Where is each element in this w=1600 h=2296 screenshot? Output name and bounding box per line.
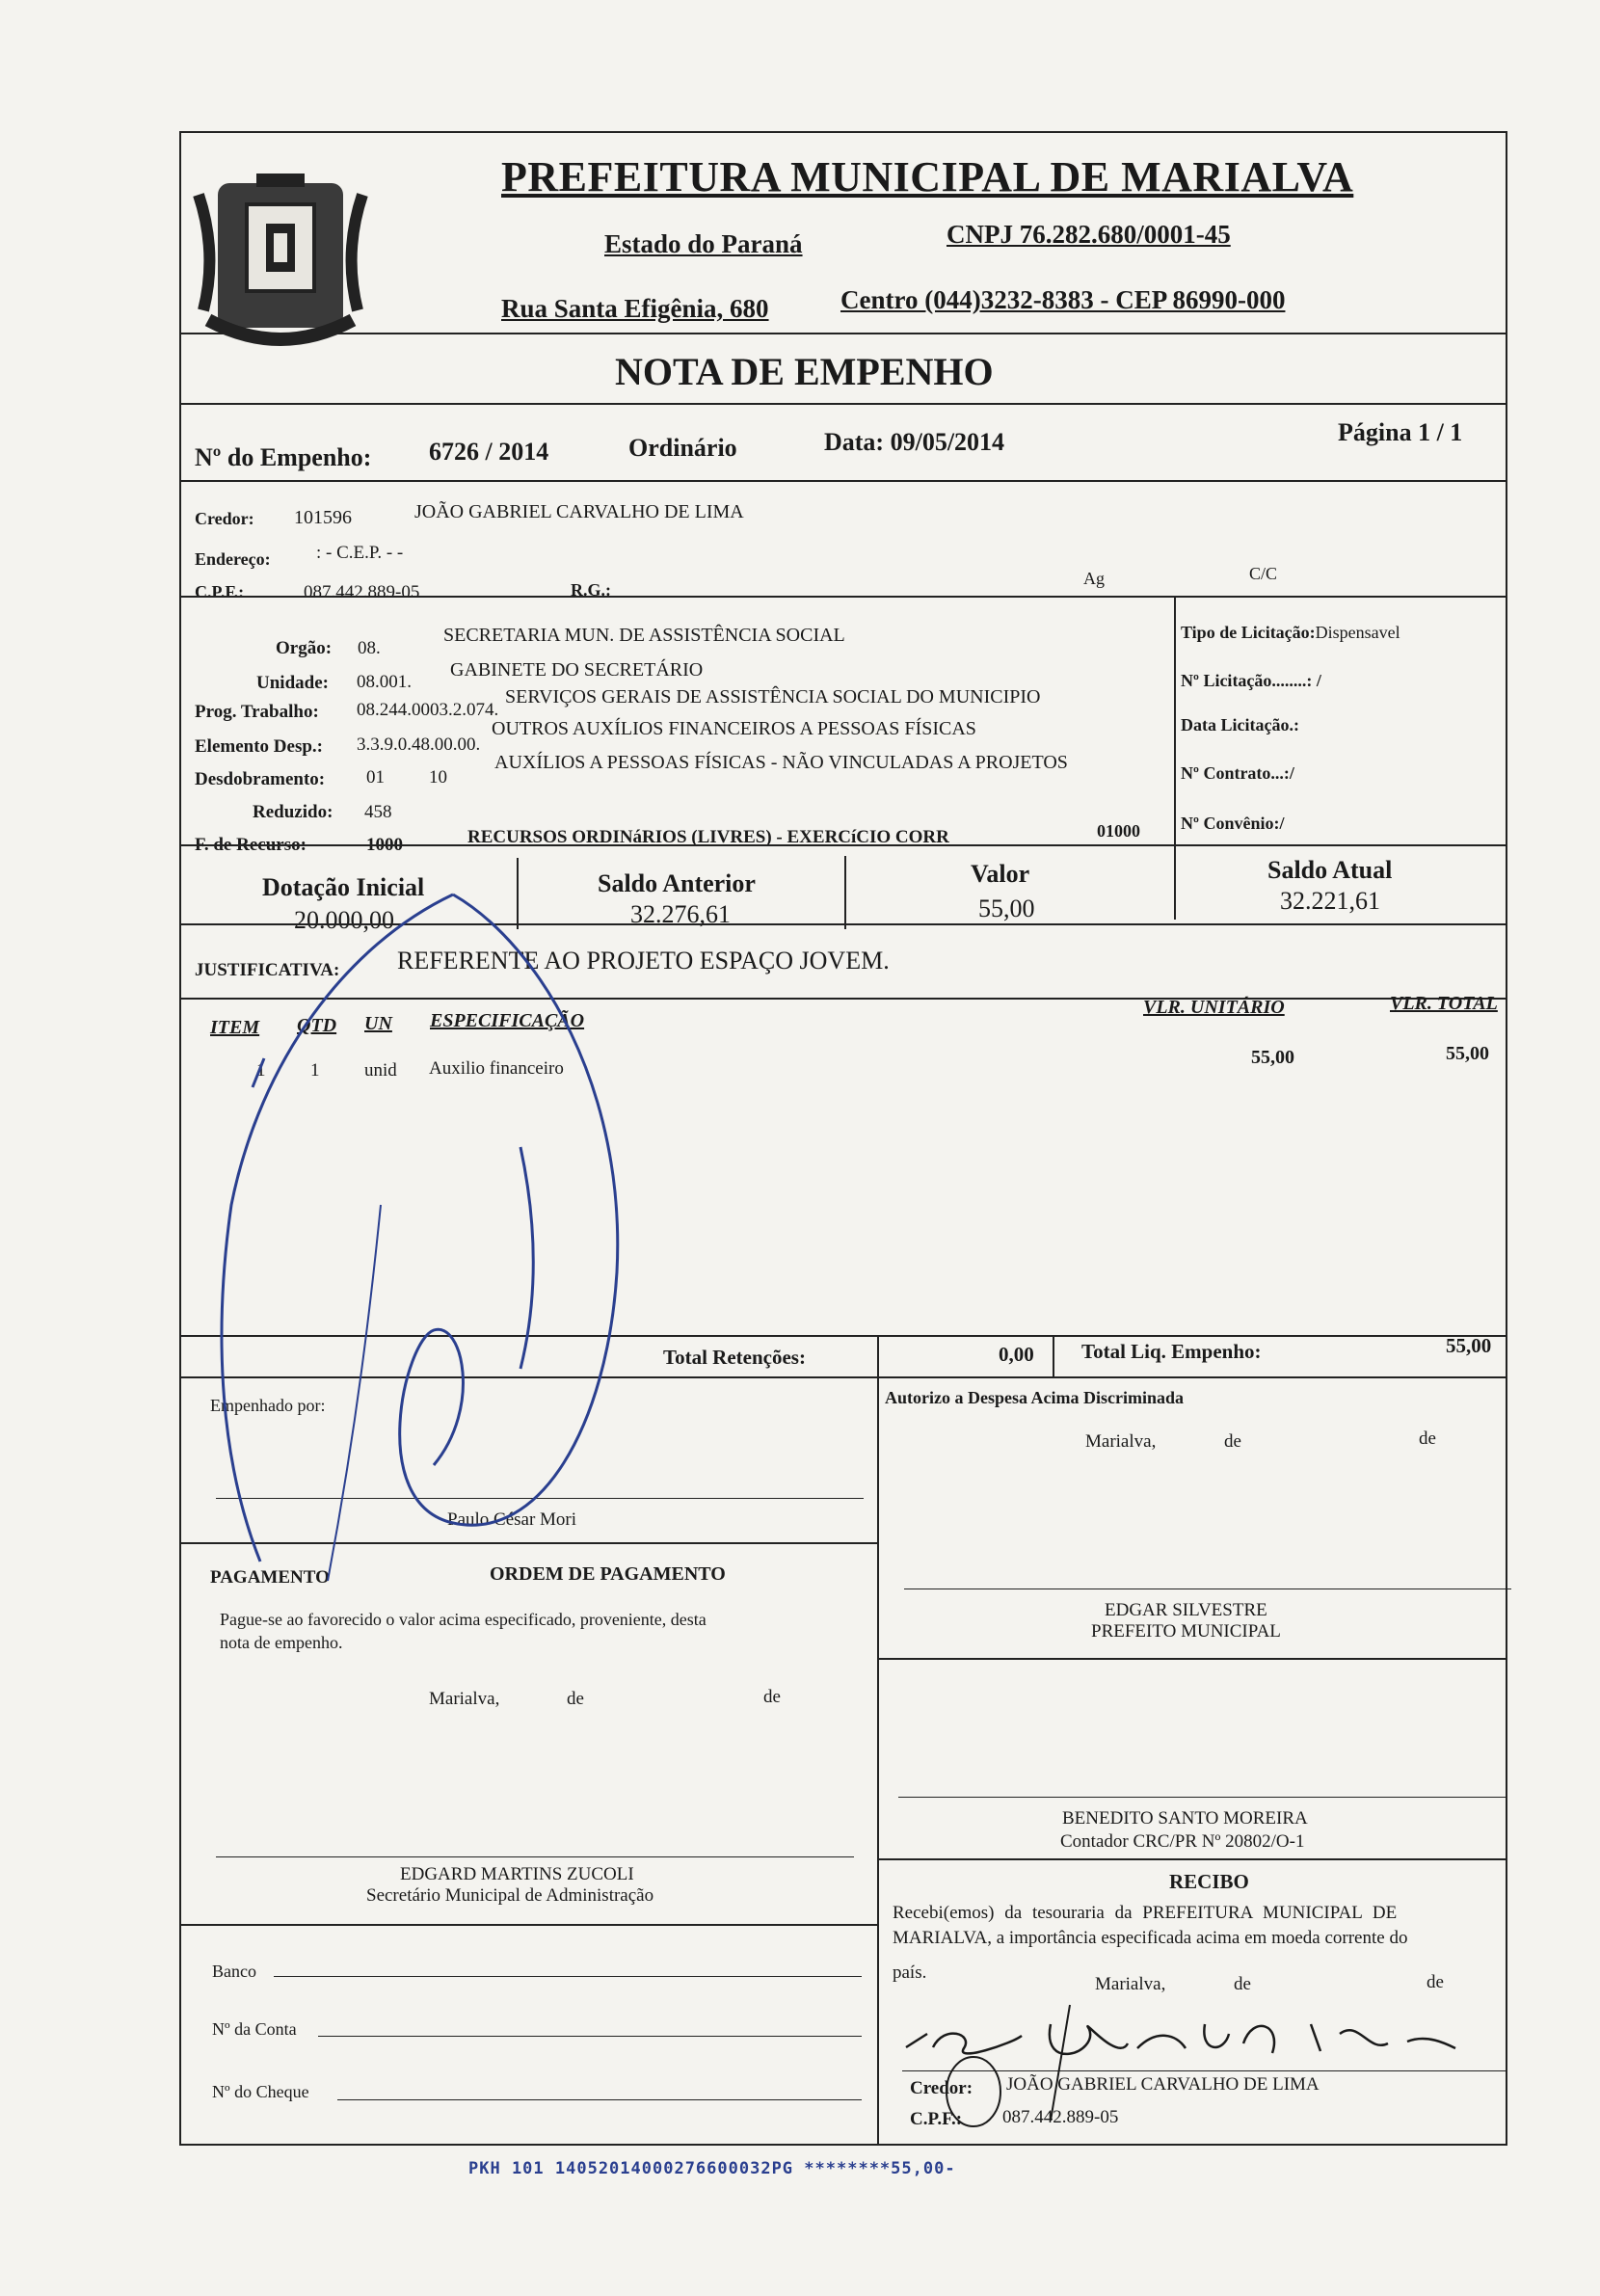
- prog-trabalho-code: 08.244.0003.2.074.: [357, 700, 499, 720]
- desdobramento-label: Desdobramento:: [195, 769, 326, 789]
- cpf-label: C.P.F.:: [195, 582, 245, 601]
- prog-trabalho-name: SERVIÇOS GERAIS DE ASSISTÊNCIA SOCIAL DO MUNICIPIO: [505, 686, 1041, 707]
- fonte-recurso-name: RECURSOS ORDINáRIOS (LIVRES) - EXERCíCIO CORR: [467, 827, 949, 847]
- pagamento-label: PAGAMENTO: [210, 1567, 330, 1588]
- contador-name: BENEDITO SANTO MOREIRA: [1062, 1808, 1308, 1829]
- page-number: Página 1 / 1: [1338, 418, 1463, 446]
- credor-name: JOÃO GABRIEL CARVALHO DE LIMA: [414, 501, 744, 522]
- secretario-title: Secretário Municipal de Administração: [366, 1885, 654, 1906]
- elemento-name: OUTROS AUXÍLIOS FINANCEIROS A PESSOAS FÍSICAS: [492, 718, 976, 739]
- numero-licitacao: Nº Licitação........: /: [1181, 671, 1321, 690]
- endereco-value: : - C.E.P. - -: [316, 543, 404, 563]
- valor-value: 55,00: [978, 894, 1035, 922]
- autorizo-label: Autorizo a Despesa Acima Discriminada: [885, 1388, 1184, 1407]
- agencia-label: Ag: [1083, 569, 1105, 588]
- saldo-atual-value: 32.221,61: [1280, 887, 1380, 915]
- col-vlr-total-header: VLR. TOTAL: [1390, 993, 1498, 1014]
- unidade-name: GABINETE DO SECRETÁRIO: [450, 659, 704, 681]
- desdobramento-code1: 01: [366, 767, 385, 788]
- empenho-type: Ordinário: [628, 434, 737, 462]
- cnpj-label: CNPJ 76.282.680/0001-45: [947, 220, 1231, 249]
- valor-label: Valor: [971, 860, 1030, 888]
- total-retencoes-value: 0,00: [999, 1343, 1034, 1366]
- orgao-label: Orgão:: [276, 638, 333, 658]
- recibo-credor-name: JOÃO GABRIEL CARVALHO DE LIMA: [1006, 2074, 1320, 2095]
- reduzido-label: Reduzido:: [253, 802, 333, 822]
- ordem-pagamento-title: ORDEM DE PAGAMENTO: [490, 1563, 726, 1585]
- dotacao-inicial-label: Dotação Inicial: [262, 873, 425, 901]
- empenho-date: Data: 09/05/2014: [824, 428, 1005, 456]
- recibo-text3: país.: [893, 1962, 927, 1983]
- state-label: Estado do Paraná: [604, 229, 803, 258]
- fonte-recurso-code2: 01000: [1097, 821, 1140, 841]
- saldo-anterior-label: Saldo Anterior: [598, 869, 756, 897]
- recibo-text1: Recebi(emos) da tesouraria da PREFEITURA MUNICIPAL DE: [893, 1903, 1398, 1923]
- empenho-number-label: Nº do Empenho:: [195, 443, 372, 471]
- saldo-anterior-value: 32.276,61: [630, 900, 731, 928]
- empenhado-por-name: Paulo César Mori: [447, 1509, 577, 1530]
- pagamento-place: Marialva,: [429, 1689, 500, 1709]
- elemento-label: Elemento Desp.:: [195, 736, 323, 757]
- desdobramento-code2: 10: [429, 767, 447, 788]
- pagamento-text2: nota de empenho.: [220, 1633, 343, 1652]
- pagamento-text1: Pague-se ao favorecido o valor acima especificado, proveniente, desta: [220, 1610, 707, 1629]
- numero-convenio: Nº Convênio:/: [1181, 814, 1285, 833]
- tipo-licitacao-value: Dispensavel: [1315, 623, 1400, 642]
- address-label: Rua Santa Efigênia, 680: [501, 294, 769, 323]
- municipality-title: PREFEITURA MUNICIPAL DE MARIALVA: [501, 153, 1354, 200]
- recibo-de2: de: [1427, 1972, 1444, 1992]
- total-retencoes-label: Total Retenções:: [663, 1346, 806, 1369]
- dotacao-inicial-value: 20.000,00: [294, 906, 394, 934]
- banco-label: Banco: [212, 1962, 256, 1981]
- item-un: unid: [364, 1060, 397, 1081]
- col-vlr-unitario-header: VLR. UNITÁRIO: [1143, 997, 1285, 1018]
- empenhado-por-label: Empenhado por:: [210, 1396, 326, 1415]
- numero-conta-label: Nº da Conta: [212, 2019, 297, 2039]
- endereco-label: Endereço:: [195, 549, 271, 569]
- fonte-recurso-code: 1000: [366, 835, 403, 855]
- desdobramento-name: AUXÍLIOS A PESSOAS FÍSICAS - NÃO VINCULADAS A PROJETOS: [494, 752, 1068, 773]
- recibo-credor-label: Credor:: [910, 2078, 973, 2098]
- recibo-cpf-label: C.P.F.:: [910, 2109, 963, 2129]
- credor-label: Credor:: [195, 509, 254, 528]
- prefeito-name: EDGAR SILVESTRE: [1105, 1600, 1267, 1620]
- orgao-name: SECRETARIA MUN. DE ASSISTÊNCIA SOCIAL: [443, 625, 845, 646]
- orgao-code: 08.: [358, 638, 381, 658]
- total-liquido-value: 55,00: [1446, 1334, 1492, 1357]
- recibo-text2: MARIALVA, a importância especificada acima em moeda corrente do: [893, 1928, 1408, 1948]
- justificativa-label: JUSTIFICATIVA:: [195, 960, 340, 980]
- secretario-name: EDGARD MARTINS ZUCOLI: [400, 1864, 634, 1884]
- prefeito-title: PREFEITO MUNICIPAL: [1091, 1621, 1281, 1642]
- rg-label: R.G.:: [571, 580, 611, 600]
- item-especificacao: Auxilio financeiro: [429, 1058, 564, 1079]
- cpf-value: 087.442.889-05: [304, 582, 420, 602]
- tipo-licitacao-label: Tipo de Licitação:Dispensavel: [1181, 623, 1400, 642]
- recibo-title: RECIBO: [1169, 1870, 1249, 1893]
- recibo-place: Marialva,: [1095, 1974, 1166, 1994]
- reduzido-value: 458: [364, 802, 392, 822]
- autorizo-de2: de: [1419, 1428, 1436, 1449]
- contador-title: Contador CRC/PR Nº 20802/O-1: [1060, 1831, 1305, 1852]
- district-phone-cep: Centro (044)3232-8383 - CEP 86990-000: [840, 285, 1286, 314]
- conta-corrente-label: C/C: [1249, 564, 1278, 583]
- pagamento-de1: de: [567, 1689, 584, 1709]
- numero-cheque-label: Nº do Cheque: [212, 2082, 309, 2101]
- prog-trabalho-label: Prog. Trabalho:: [195, 702, 319, 722]
- document-title: NOTA DE EMPENHO: [615, 350, 994, 393]
- credor-code: 101596: [294, 507, 352, 528]
- col-qtd-header: QTD: [297, 1015, 337, 1036]
- total-liquido-label: Total Liq. Empenho:: [1081, 1340, 1262, 1363]
- col-un-header: UN: [364, 1013, 392, 1034]
- pagamento-de2: de: [763, 1687, 781, 1707]
- item-vlr-total: 55,00: [1446, 1043, 1489, 1064]
- item-vlr-unitario: 55,00: [1251, 1047, 1294, 1068]
- elemento-code: 3.3.9.0.48.00.00.: [357, 734, 481, 755]
- recibo-de1: de: [1234, 1974, 1251, 1994]
- col-item-header: ITEM: [210, 1017, 260, 1038]
- item-number: 1: [256, 1060, 266, 1081]
- autorizo-place: Marialva,: [1085, 1431, 1157, 1452]
- col-especificacao-header: ESPECIFICAÇÃO: [430, 1010, 585, 1031]
- saldo-atual-label: Saldo Atual: [1267, 856, 1393, 884]
- empenho-number: 6726 / 2014: [429, 438, 549, 466]
- unidade-code: 08.001.: [357, 672, 412, 692]
- justificativa-text: REFERENTE AO PROJETO ESPAÇO JOVEM.: [397, 947, 890, 974]
- recibo-cpf-value: 087.442.889-05: [1002, 2107, 1119, 2127]
- fonte-recurso-label: F. de Recurso:: [195, 835, 307, 855]
- item-qtd: 1: [310, 1060, 320, 1081]
- data-licitacao: Data Licitação.:: [1181, 715, 1299, 734]
- autorizo-de1: de: [1224, 1431, 1241, 1452]
- barcode-text: PKH 101 14052014000276600032PG ********55,00-: [468, 2159, 956, 2178]
- numero-contrato: Nº Contrato...:/: [1181, 763, 1294, 783]
- unidade-label: Unidade:: [256, 673, 329, 693]
